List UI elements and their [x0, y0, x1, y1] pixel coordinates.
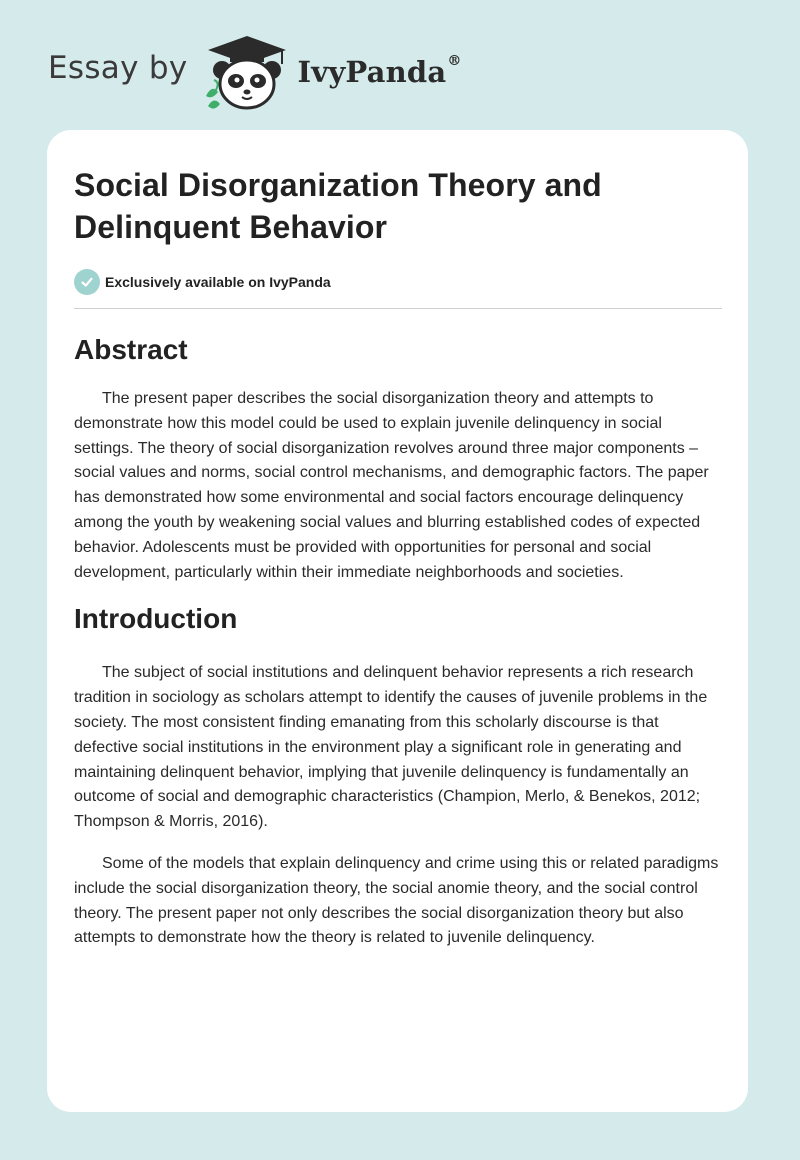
exclusive-badge: [74, 269, 722, 295]
abstract-paragraph: The present paper describes the social disorganization theory and attempts to demonstrate how this model could be used to explain juvenile delinquency in social settings. The theory of social disorganization revolves around three major components – social values and norms, social control mechanisms, and demographic factors. The paper has demonstrated how some environmental and social factors encourage delinquency among the youth by weakening social values and blurring established codes of expected behavior. Adolescents must be provided with opportunities for personal and social development, particularly within their immediate neighborhoods and societies.: [74, 390, 709, 581]
site-header: [48, 34, 462, 110]
essay-by-label: Essay by: [48, 49, 188, 86]
introduction-paragraph-2: Some of the models that explain delinquency and crime using this or related paradigms include the social disorganization theory, the social anomie theory, and the social control theory. The present paper not only describes the social disorganization theory but also attempts to demonstrate how the theory is related to juvenile delinquency.: [74, 854, 719, 947]
check-icon: [74, 269, 100, 295]
introduction-paragraph-1: The subject of social institutions and delinquent behavior represents a rich research tradition in sociology as scholars attempt to identify the causes of juvenile problems in the society. The most consistent finding emanating from this scholarly discourse is that defective social institutions in the environment play a significant role in generating and maintaining delinquent behavior, implying that juvenile delinquency is fundamentally an outcome of social and demographic characteristics (Champion, Merlo, & Benekos, 2012; Thompson & Morris, 2016).: [74, 664, 708, 831]
exclusive-badge-text: Exclusively available on IvyPanda: [105, 274, 331, 290]
section-heading-abstract: Abstract: [74, 334, 188, 365]
brand-name[interactable]: IvyPanda®: [297, 53, 462, 89]
ivypanda-logo-icon[interactable]: [202, 34, 292, 110]
section-heading-introduction: Introduction: [74, 603, 238, 635]
essay-card: [47, 130, 748, 1112]
page-title: Social Disorganization Theory and Delinquent Behavior: [74, 167, 602, 245]
divider: [74, 308, 722, 309]
